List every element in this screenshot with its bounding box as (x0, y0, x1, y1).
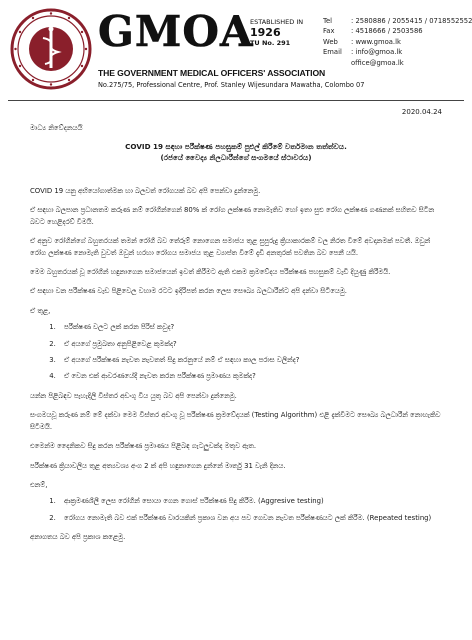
body-paragraph: පරීක්ෂණ ක්‍රියාවලිය තුළ අත්‍යවශ්‍ය අංග 2 ක් අපි හඳුනාගෙන දුන්නේ මාර්තු 31 වැනි දිනය. (30, 461, 286, 470)
contact-row (323, 58, 472, 68)
gmoa-seal-logo (10, 8, 92, 90)
contact-value: : www.gmoa.lk (351, 37, 401, 46)
association-address: No.275/75, Professional Centre, Prof. Stanley Wijesundara Mawatha, Colombo 07 (98, 81, 365, 89)
list-item: 4. ඒ වෙන එක් ආවරණයේදී නැවත කරන පරීක්ෂණ ප්‍රමාණය කුමක්ද? (58, 371, 442, 382)
body-paragraph: ඒ අනුව රෝගීන්ගේ බහුතරයක් තමන් රෝගී බව තේරුම් නොගෙන සමාජය තුළ සුපුරුදු ක්‍රියාකාරකම් වල නිරත වීමේ අවදානමක් පවතී. ඔවුන් රෝග ලක්ෂණ නොමැති වුවත් ඔවුන් හරහා රෝගය සමාජය තුළ ව්‍යාප්ත වීමේ දැඩි අනතුරක් පවතින බව පෙනී යයි. (30, 237, 431, 257)
association-name: THE GOVERNMENT MEDICAL OFFICERS' ASSOCIATION (98, 68, 326, 78)
contact-value: : 4518666 / 2503586 (351, 27, 423, 36)
contact-value: office@gmoa.lk (351, 58, 404, 67)
questions-list (30, 322, 442, 383)
list-item: 3. ඒ අයගේ පරීක්ෂණ නැවත නැවතත් සිදු කරනුයේ නම් ඒ සඳහා කාල පරාස වලින්ද? (58, 355, 442, 366)
letterhead (8, 6, 472, 104)
letter-body (30, 186, 442, 552)
body-paragraph: මෙම බහුතරයක් වූ රෝගීන් හඳුනාගෙන සමාජයෙන් ඉවත් කිරීමට ඇති එකම ක්‍රමවේදය පරීක්ෂණ පහසුකම් වැඩි දියුණු කිරීමයි. (30, 268, 391, 277)
trade-union-number: TU No. 291 (250, 39, 291, 47)
list-item: 2. රෝගය නොමැති බව එක් පරීක්ෂණ වාරයකින් ප්‍රකාශ වන අය පව ගෙවන නැවත පරීක්ෂණයට ලක් කිරීම. (Repeated testing) (58, 513, 442, 524)
contact-key: Fax (323, 27, 335, 36)
contact-block (323, 16, 472, 68)
salutation: මාධ්‍ය නිවේදනයයි (30, 124, 83, 132)
subject-subtitle: (රජයේ වෛද්‍ය නිලධාරීන්ගේ සංගමයේ ස්ථාවරය) (160, 153, 312, 162)
body-paragraph: එනම්, (30, 480, 48, 489)
contact-value: : info@gmoa.lk (351, 48, 403, 57)
body-paragraph: ඒ තුළ, (30, 306, 51, 315)
established-block (250, 18, 303, 47)
contact-value: : 2580886 / 2055415 / 0718552552 (351, 17, 472, 25)
closing-line: අනාගතය බව අපි ප්‍රකාශ කළෙමු. (30, 533, 126, 542)
contact-row (323, 37, 472, 47)
header-divider (8, 100, 464, 101)
list-item: 1. පරීක්ෂණ වලට ලක් කරන පිරිස් කවුද? (58, 322, 442, 333)
contact-row (323, 47, 472, 57)
body-paragraph: ඒ සඳහා බලපාන ප්‍රධානතම කරුණ නම් රෝගීන්ගෙන් 80% ක් රෝග ලක්ෂණ නොමැතිව හෝ ඉතා සුළු රෝග ලක්ෂණ ගණනක් සහිතව සිටින බවට හෙළිදරව් වීමයි. (30, 206, 435, 226)
brand-block (98, 7, 254, 56)
established-label: ESTABLISHED IN (250, 18, 304, 26)
testing-components-list (30, 496, 442, 524)
subject-block (30, 141, 442, 163)
contact-row (323, 16, 472, 26)
brand-title: GMOA (98, 7, 254, 56)
body-paragraph: COVID 19 යනු අභියෝගාත්මක හා බලවත් රෝගයක් බව අපි පෙන්වා දුන්නෙමු. (30, 187, 261, 195)
list-item: 1. ආක්‍රමණශීලී ලෙස රෝගීන් සොයා ගෙන ගොස් පරීක්ෂණ සිදු කිරීම. (Aggresive testing) (58, 496, 442, 507)
contact-key: Web (323, 37, 338, 46)
contact-key: Email (323, 48, 342, 57)
body-paragraph: එමෙන්ම දෛනිකව සිදු කරන පරීක්ෂණ ප්‍රමාණය පිළිබඳ ගැටලුවක්ද මතුව ඇත. (30, 442, 257, 451)
contact-row (323, 26, 472, 36)
body-paragraph: ඒ සඳහා වන පරීක්ෂණ වැඩ පිළිවෙල වහාම රටට ඉදිරිපත් කරන ලෙස සෞඛ්‍ය බලධාරීන්ට අපි දන්වා සිටියෙමු. (30, 287, 347, 296)
letter-date: 2020.04.24 (401, 108, 442, 116)
subject-title: COVID 19 සඳහා පරීක්ෂණ පහසුකම් පුළුල් කිරීමේ වර්තමාන තත්ත්වය. (125, 142, 347, 151)
list-item: 2. ඒ අයගේ ප්‍රමුඛතා අනුපිළිවෙළ කුමක්ද? (58, 339, 442, 350)
body-paragraph: සංගමයවූ කරුණ නම් මේ දක්වා මෙම විස්තර අඩංගු වූ පරීක්ෂණ ක්‍රමවේදයක් (Testing Algorithm) එළි දැක්වීමට සෞඛ්‍ය බලධාරීන් නොහැකිව සිටීමයි. (30, 411, 441, 431)
established-year: 1926 (250, 26, 281, 39)
contact-key: Tel (323, 17, 333, 25)
body-paragraph: යන්න පිළිබඳව පැහැදිලි විස්තර අඩංගු විය යුතු බව අපි පෙන්වා දුන්නෙමු. (30, 391, 237, 400)
